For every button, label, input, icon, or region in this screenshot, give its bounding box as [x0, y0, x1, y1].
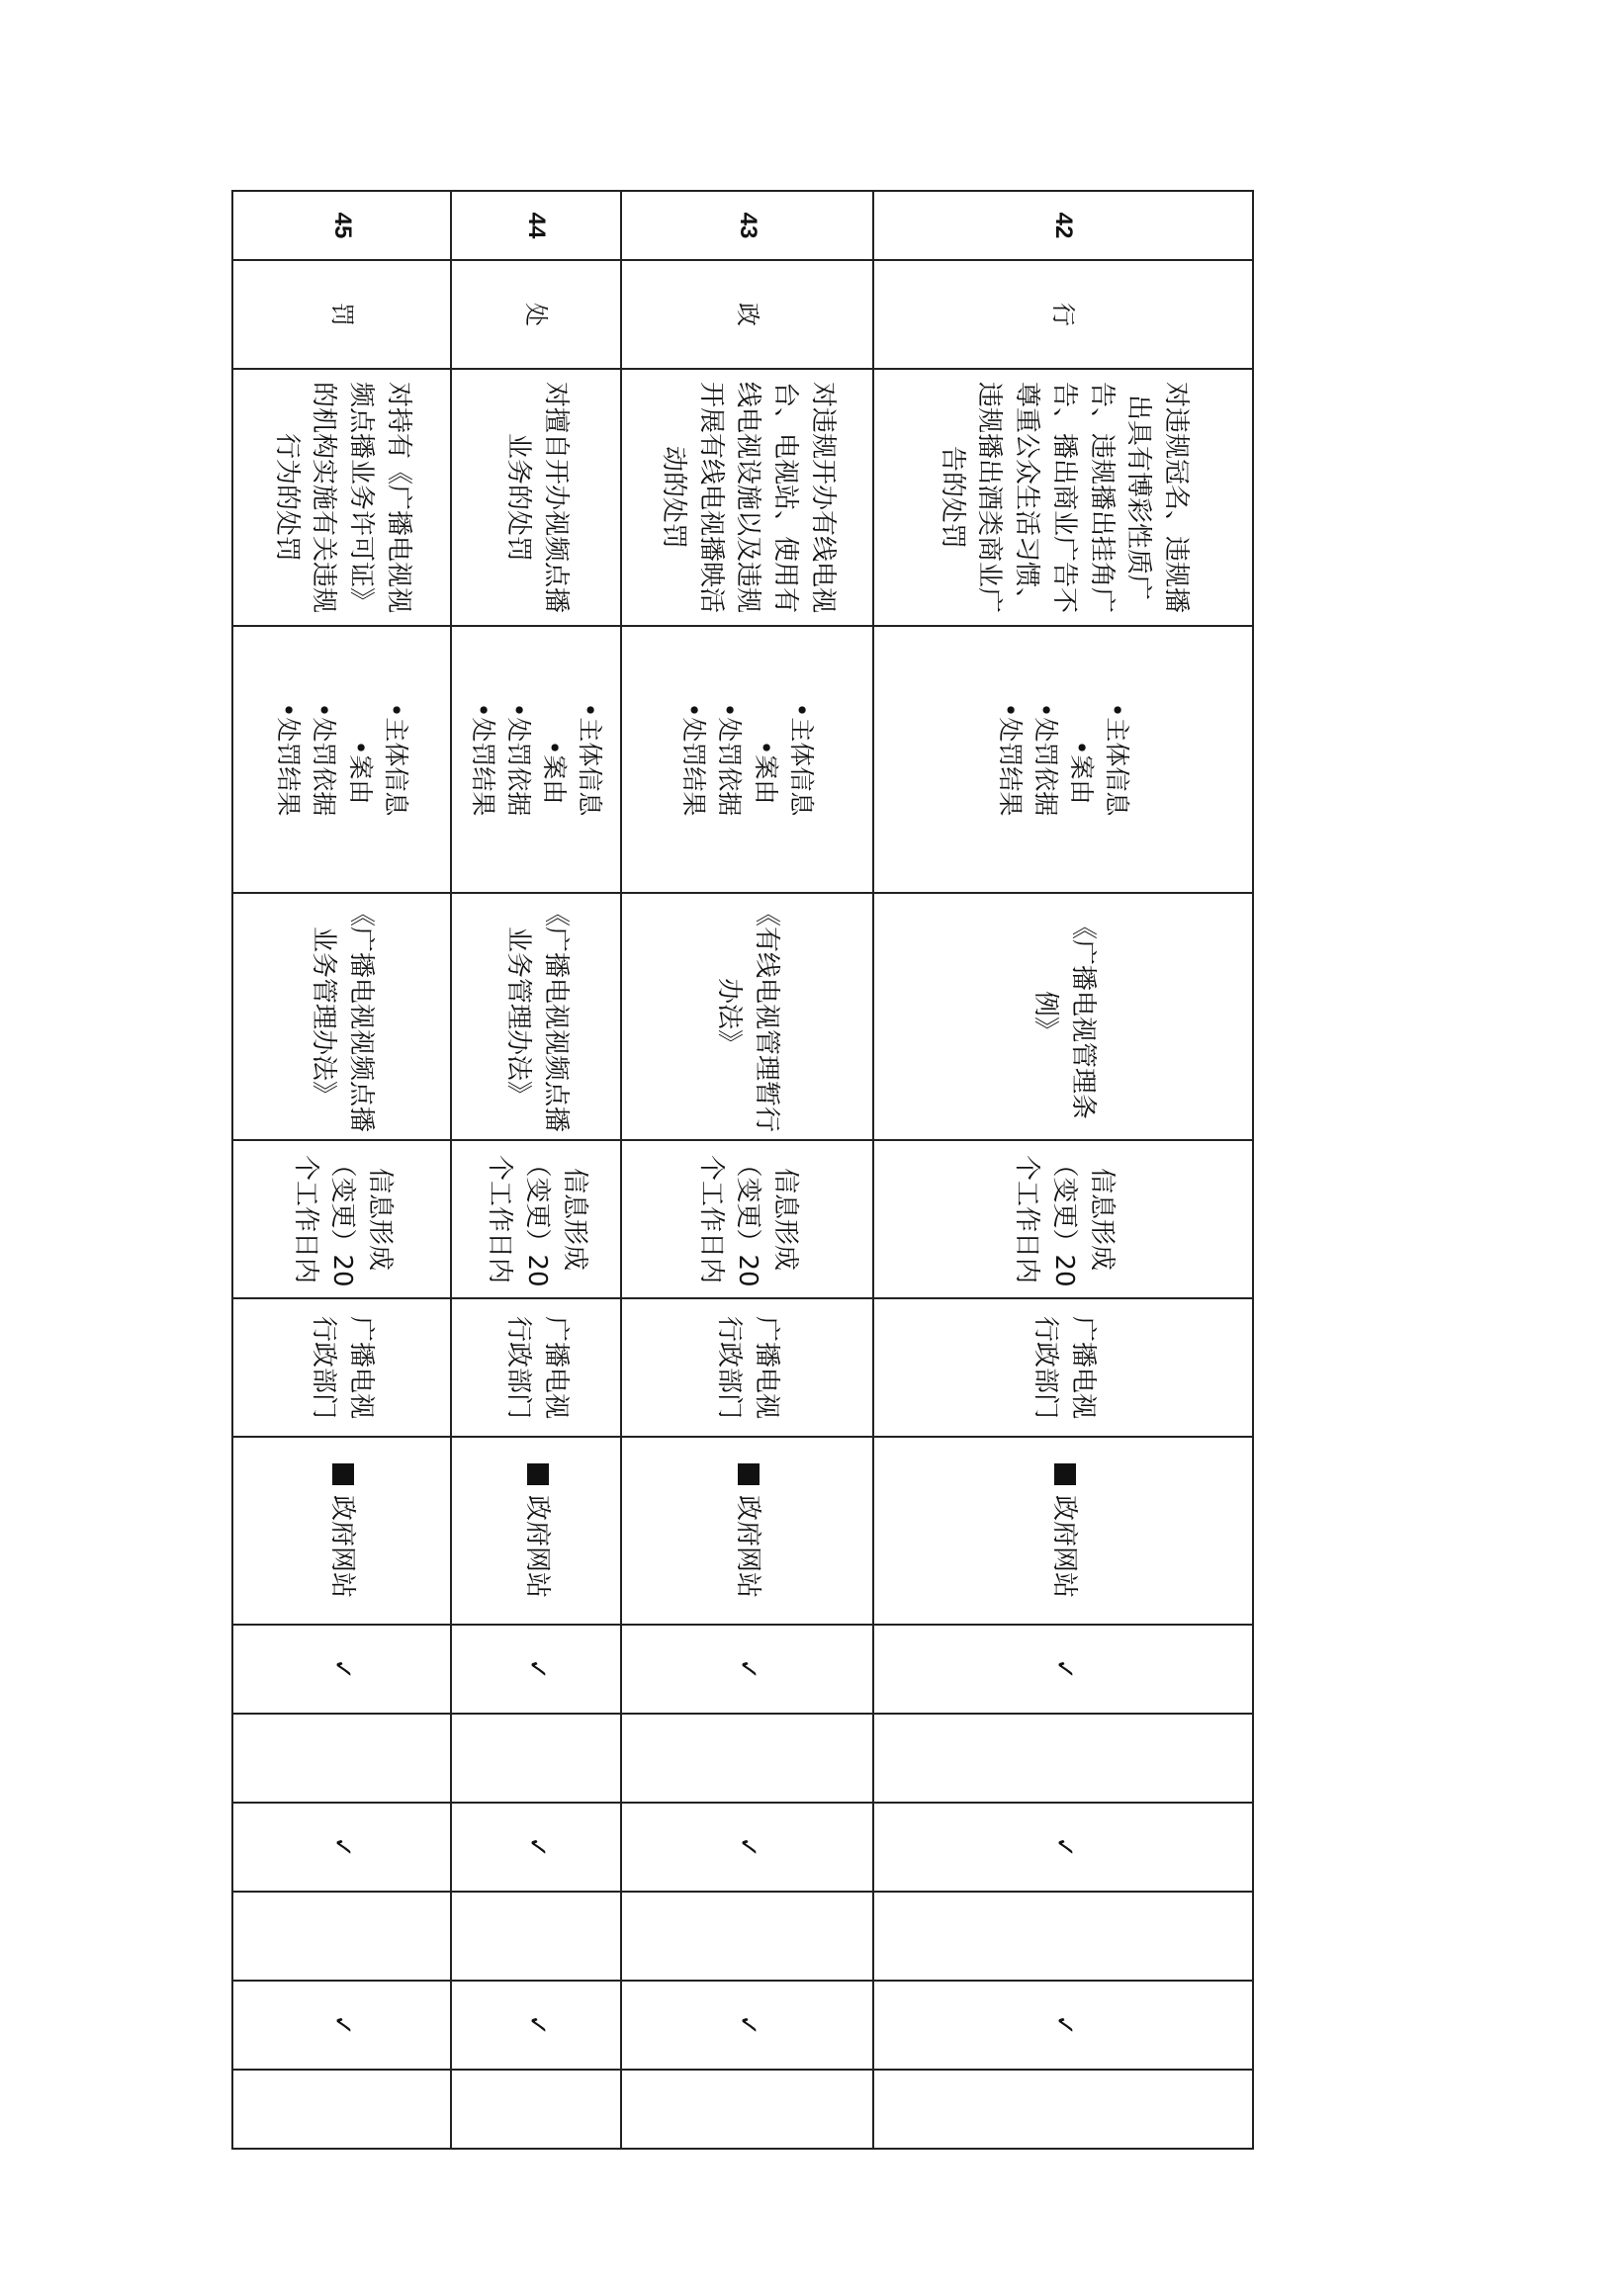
content-item: •处罚依据: [1031, 702, 1060, 817]
content-item: •处罚结果: [995, 702, 1025, 817]
row-number: 42: [873, 191, 1253, 260]
content-item: •案由: [540, 740, 570, 805]
legal-basis: 《广播电视管理条例》: [873, 893, 1253, 1140]
legal-basis: 《广播电视视频点播业务管理办法》: [451, 893, 621, 1140]
disclosure-table: [231, 190, 1254, 2150]
category-cell: 行: [873, 260, 1253, 369]
category-cell: 处: [451, 260, 621, 369]
content-item: •处罚结果: [274, 702, 304, 817]
category-cell: 政: [621, 260, 873, 369]
item-name: 对违规开办有线电视台、电视站、使用有线电视设施以及违规开展有线电视播映活动的处罚: [621, 369, 873, 626]
item-name: 对擅自开办视频点播业务的处罚: [451, 369, 621, 626]
check-mark: ✓: [621, 1803, 873, 1892]
category-cell: 罚: [232, 260, 451, 369]
check-mark: [232, 1892, 451, 1981]
disclosure-content: [621, 626, 873, 893]
disclosure-content: [451, 626, 621, 893]
row-number: 45: [232, 191, 451, 260]
check-mark: ✓: [621, 1625, 873, 1714]
filled-square-icon: [527, 1463, 549, 1485]
check-mark: ✓: [873, 1625, 1253, 1714]
table-row: [873, 191, 1253, 2149]
legal-basis: 《有线电视管理暂行办法》: [621, 893, 873, 1140]
content-item: •案由: [345, 740, 375, 805]
channel-label: 政府网站: [521, 1494, 552, 1598]
channel-cell: [451, 1437, 621, 1625]
content-item: •处罚结果: [468, 702, 497, 817]
check-mark: [873, 1714, 1253, 1803]
department: 广播电视行政部门: [232, 1298, 451, 1437]
filled-square-icon: [1054, 1463, 1076, 1485]
content-item: •处罚依据: [504, 702, 533, 817]
check-mark: [232, 2070, 451, 2149]
legal-basis: 《广播电视视频点播业务管理办法》: [232, 893, 451, 1140]
row-number: 44: [451, 191, 621, 260]
channel-cell: [873, 1437, 1253, 1625]
content-item: •处罚结果: [679, 702, 709, 817]
channel-cell: [232, 1437, 451, 1625]
time-limit: 信息形成（变更）20个工作日内: [621, 1140, 873, 1298]
time-limit: 信息形成（变更）20个工作日内: [873, 1140, 1253, 1298]
channel-label: 政府网站: [327, 1494, 358, 1598]
check-mark: ✓: [873, 1981, 1253, 2070]
department: 广播电视行政部门: [451, 1298, 621, 1437]
check-mark: [451, 2070, 621, 2149]
content-item: •主体信息: [1103, 702, 1132, 817]
check-mark: [621, 1714, 873, 1803]
channel-label: 政府网站: [733, 1494, 763, 1598]
check-mark: [621, 1892, 873, 1981]
table-row: [451, 191, 621, 2149]
check-mark: ✓: [232, 1625, 451, 1714]
content-item: •案由: [751, 740, 780, 805]
content-item: •主体信息: [576, 702, 605, 817]
item-name: 对违规冠名、违规播出具有博彩性质广告、违规播出挂角广告、播出商业广告不尊重公众生活习惯、违规播出酒类商业广告的处罚: [873, 369, 1253, 626]
check-mark: ✓: [232, 1803, 451, 1892]
check-mark: [873, 2070, 1253, 2149]
content-item: •主体信息: [382, 702, 410, 817]
check-mark: [621, 2070, 873, 2149]
filled-square-icon: [332, 1463, 354, 1485]
table-row: [621, 191, 873, 2149]
table-row: [232, 191, 451, 2149]
check-mark: [451, 1714, 621, 1803]
filled-square-icon: [738, 1463, 760, 1485]
department: 广播电视行政部门: [873, 1298, 1253, 1437]
check-mark: ✓: [232, 1981, 451, 2070]
check-mark: ✓: [451, 1625, 621, 1714]
check-mark: [232, 1714, 451, 1803]
check-mark: ✓: [621, 1981, 873, 2070]
check-mark: ✓: [451, 1981, 621, 2070]
check-mark: ✓: [873, 1803, 1253, 1892]
content-item: •处罚依据: [715, 702, 745, 817]
content-item: •主体信息: [787, 702, 816, 817]
department: 广播电视行政部门: [621, 1298, 873, 1437]
content-item: •处罚依据: [310, 702, 339, 817]
content-item: •案由: [1067, 740, 1097, 805]
row-number: 43: [621, 191, 873, 260]
channel-label: 政府网站: [1048, 1494, 1079, 1598]
time-limit: 信息形成（变更）20个工作日内: [232, 1140, 451, 1298]
item-name: 对持有《广播电视视频点播业务许可证》的机构实施有关违规行为的处罚: [232, 369, 451, 626]
disclosure-table-rotated: [233, 190, 1254, 2098]
check-mark: [873, 1892, 1253, 1981]
time-limit: 信息形成（变更）20个工作日内: [451, 1140, 621, 1298]
disclosure-content: [232, 626, 451, 893]
disclosure-content: [873, 626, 1253, 893]
check-mark: ✓: [451, 1803, 621, 1892]
check-mark: [451, 1892, 621, 1981]
channel-cell: [621, 1437, 873, 1625]
